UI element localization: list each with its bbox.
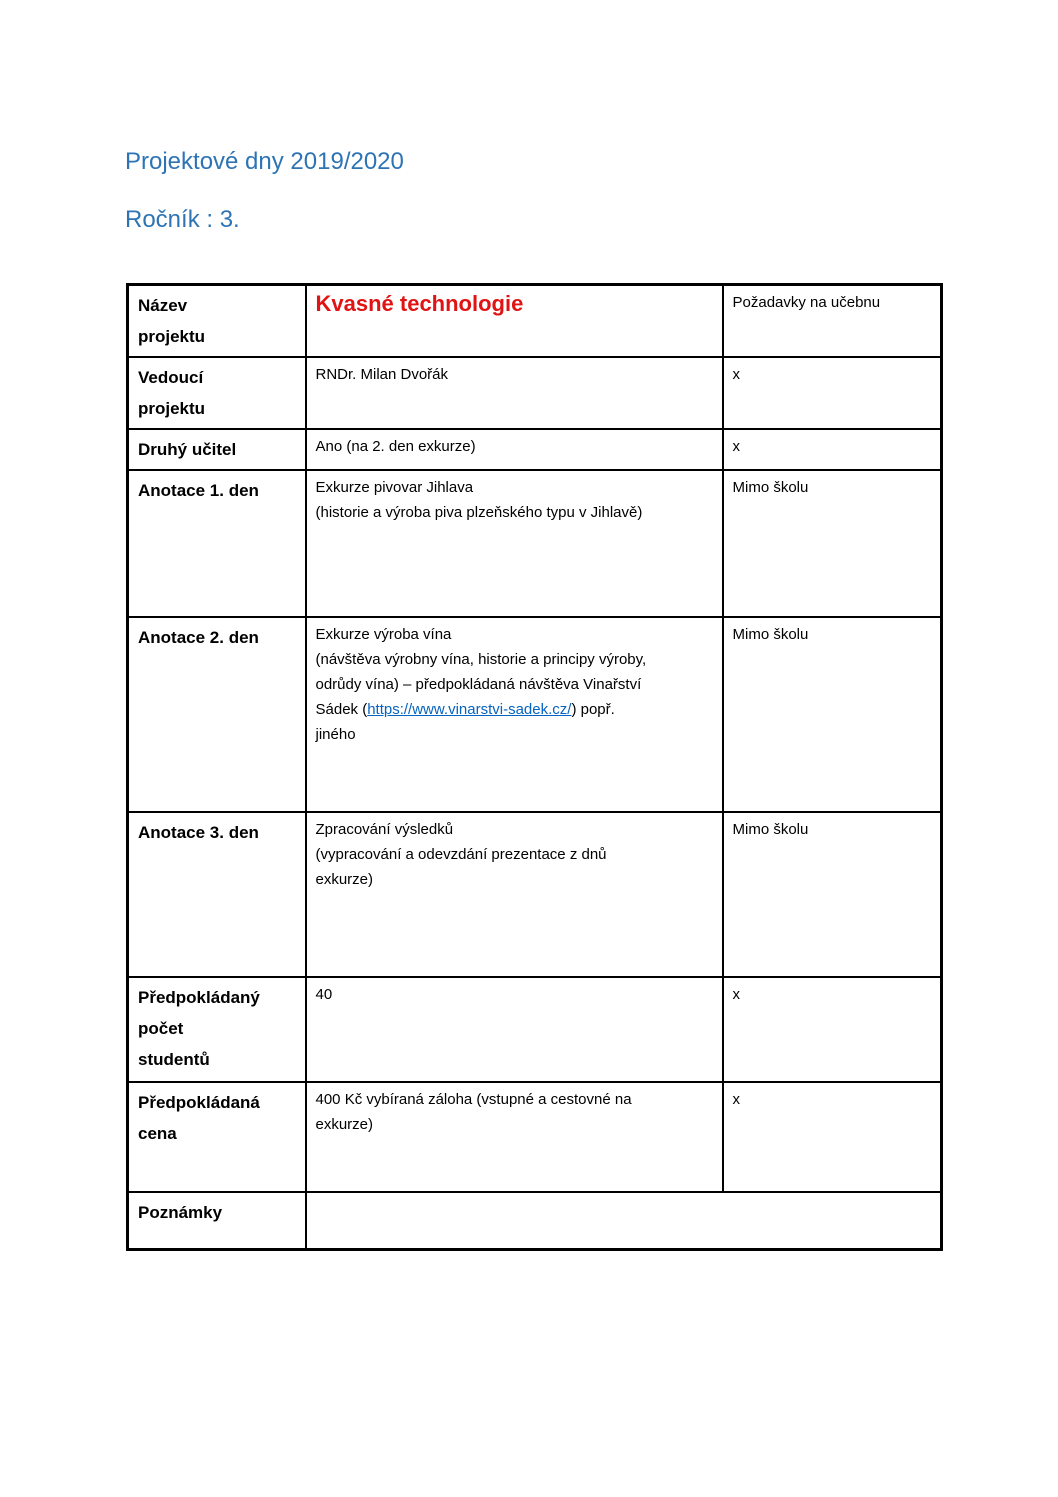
row-note-cell: Mimo školu	[723, 812, 942, 977]
document-title: Projektové dny 2019/2020	[125, 148, 404, 175]
row-value-cell	[306, 357, 723, 429]
table-row-anotace-2-den	[128, 617, 942, 812]
row-label-line: Vedoucí	[138, 368, 204, 387]
row-value-line: (vypracování a odevzdání prezentace z dnů	[315, 846, 607, 863]
row-value-line: jiného	[315, 726, 356, 743]
row-value-line: (návštěva výrobny vína, historie a principy výroby,	[315, 651, 647, 668]
row-value-line: RNDr. Milan Dvořák	[315, 366, 449, 383]
row-label-line: Anotace 1. den	[138, 481, 259, 500]
row-value-cell	[306, 1082, 723, 1192]
row-value-cell	[306, 429, 723, 470]
row-value-line: Exkurze pivovar Jihlava	[315, 479, 474, 496]
row-label-line: Poznámky	[138, 1203, 223, 1222]
row-value-line: odrůdy vína) – předpokládaná návštěva Vinařství	[315, 676, 642, 693]
row-value-line-with-link	[316, 697, 714, 722]
row-value-cell	[306, 812, 723, 977]
link-suffix-text: ) popř.	[571, 701, 615, 718]
row-label-cell	[128, 357, 306, 429]
row-label-cell	[128, 1192, 306, 1249]
table-row-anotace-1-den	[128, 470, 942, 617]
row-value-line: Zpracování výsledků	[315, 821, 454, 838]
row-label-line: cena	[138, 1124, 177, 1143]
row-label-line: Anotace 2. den	[138, 628, 259, 647]
project-title: Kvasné technologie	[315, 291, 524, 316]
row-label-cell	[128, 977, 306, 1082]
row-value-line: (historie a výroba piva plzeňského typu v Jihlavě)	[315, 504, 643, 521]
row-note-cell: Mimo školu	[723, 617, 942, 812]
row-value-cell-empty	[306, 1192, 942, 1249]
row-label-cell	[128, 812, 306, 977]
table-row-nazev-projektu	[128, 285, 942, 358]
row-label-cell	[128, 470, 306, 617]
table-row-vedouci-projektu	[128, 357, 942, 429]
link-prefix-text: Sádek (	[315, 701, 368, 718]
row-value-cell	[306, 617, 723, 812]
row-label-cell	[128, 285, 306, 358]
row-label-line: studentů	[138, 1050, 210, 1069]
row-label-line: počet	[138, 1019, 184, 1038]
table-row-poznamky	[128, 1192, 942, 1249]
table-row-pocet-studentu	[128, 977, 942, 1082]
row-label-line: Anotace 3. den	[138, 823, 259, 842]
table-row-druhy-ucitel	[128, 429, 942, 470]
row-value-line: Ano (na 2. den exkurze)	[315, 438, 476, 455]
row-label-cell	[128, 1082, 306, 1192]
row-label-line: Předpokládaná	[138, 1093, 260, 1112]
row-value-line: 400 Kč vybíraná záloha (vstupné a cestovné na	[315, 1091, 632, 1108]
row-note-cell: x	[723, 429, 942, 470]
row-value-cell	[306, 285, 723, 358]
row-value-line: Exkurze výroba vína	[315, 626, 452, 643]
row-label-line: projektu	[138, 327, 206, 346]
row-label-cell	[128, 429, 306, 470]
row-note-cell: x	[723, 1082, 942, 1192]
project-table	[126, 283, 943, 1251]
vinarstvi-sadek-link[interactable]: https://www.vinarstvi-sadek.cz/	[367, 701, 572, 718]
row-value-line: 40	[315, 986, 333, 1003]
row-label-line: projektu	[138, 399, 206, 418]
row-label-cell	[128, 617, 306, 812]
row-value-cell	[306, 470, 723, 617]
table-row-anotace-3-den	[128, 812, 942, 977]
row-note-cell: Požadavky na učebnu	[723, 285, 942, 358]
row-note-cell: Mimo školu	[723, 470, 942, 617]
row-value-cell	[306, 977, 723, 1082]
table-row-predpokladana-cena	[128, 1082, 942, 1192]
row-label-line: Název	[138, 296, 188, 315]
row-label-line: Předpokládaný	[138, 988, 260, 1007]
row-value-line: exkurze)	[315, 1116, 374, 1133]
row-label-line: Druhý učitel	[138, 440, 237, 459]
document-subtitle: Ročník : 3.	[125, 206, 240, 233]
row-value-line: exkurze)	[315, 871, 374, 888]
row-note-cell: x	[723, 357, 942, 429]
row-note-cell: x	[723, 977, 942, 1082]
